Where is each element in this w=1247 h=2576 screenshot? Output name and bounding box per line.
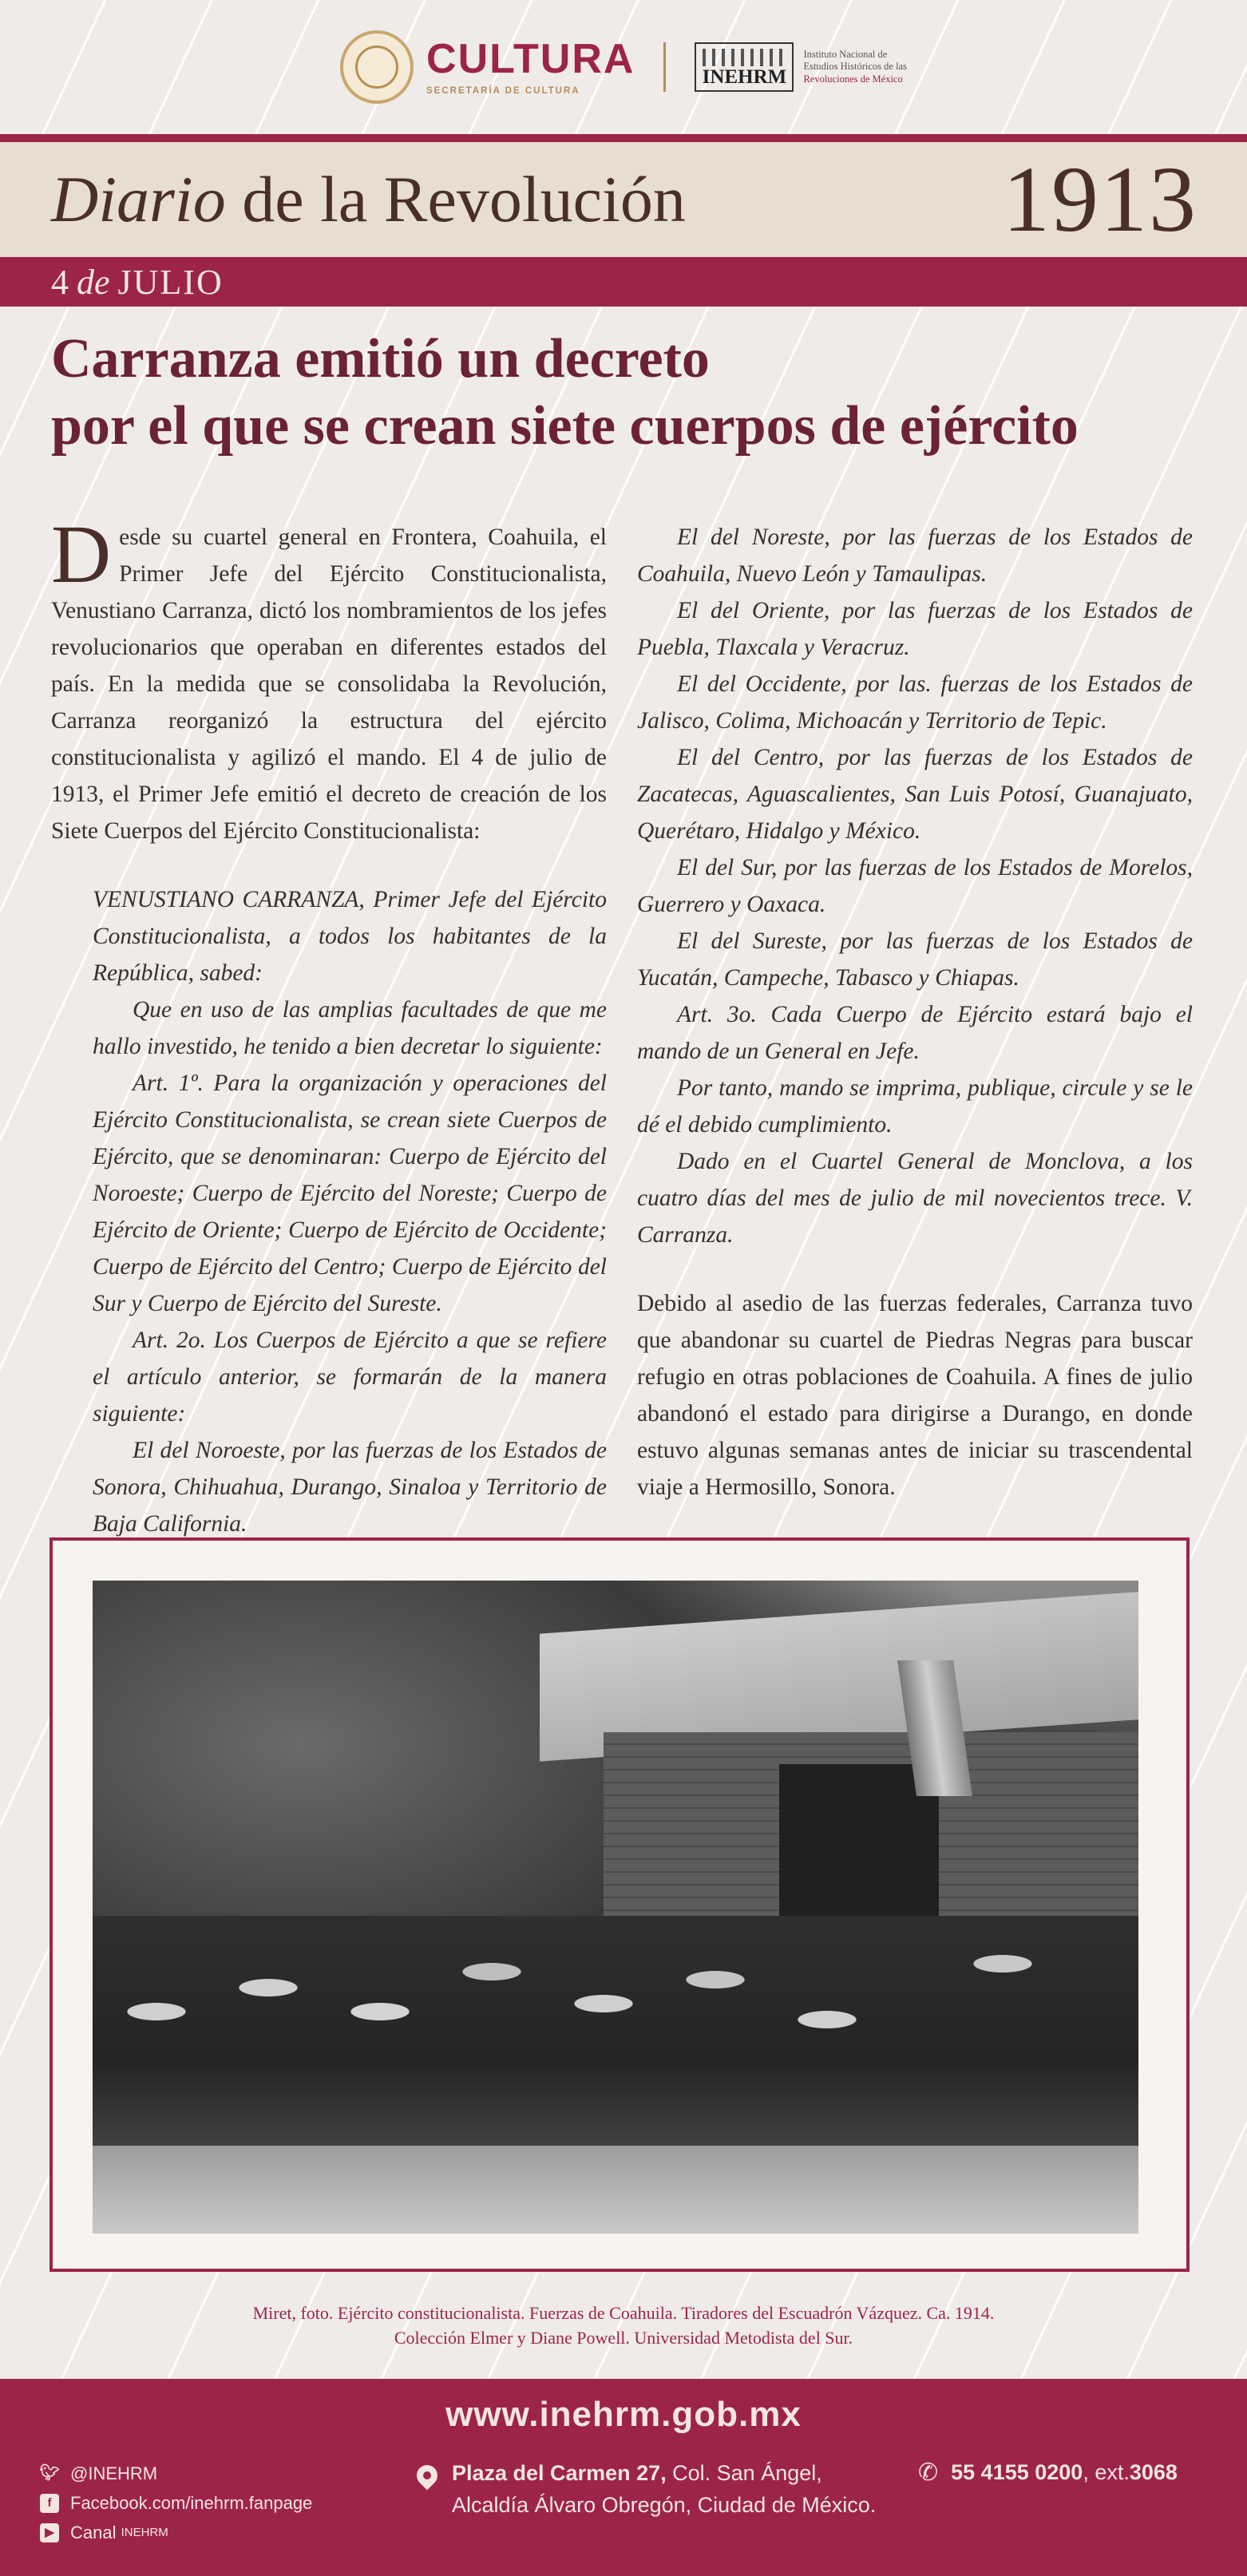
date-month: JULIO: [117, 262, 224, 302]
twitter-handle: @INEHRM: [70, 2463, 158, 2483]
photo-ground: [93, 2146, 1138, 2234]
inehrm-name: [803, 49, 907, 86]
title-italic: Diario: [51, 163, 226, 235]
inehrm-logo: [695, 42, 907, 92]
website-link[interactable]: www.inehrm.gob.mx: [445, 2395, 802, 2434]
intro-paragraph: [51, 508, 607, 849]
address: [417, 2457, 876, 2521]
closing-paragraph: Debido al asedio de las fuerzas federales, Carranza tuvo que abandonar su cuartel de Piedras Negras para buscar refugio en otras poblaciones de Coahuila. A fines de julio abandonó el estado para dirigirse a Durango, en donde estuvo algunas semanas antes de iniciar su trascendental viaje a Hermosillo, Sonora.: [637, 1291, 1193, 1500]
phone-extension: 3068: [1129, 2460, 1178, 2484]
inehrm-name-line: Revoluciones de México: [803, 73, 903, 85]
caption-line: Miret, foto. Ejército constitucionalista. Fuerzas de Coahuila. Tiradores del Escuadrón Vázquez. Ca. 1914.: [252, 2303, 995, 2323]
title-rest: de la Revolución: [225, 163, 686, 235]
publication-title: [51, 162, 686, 237]
date-de: de: [77, 262, 110, 302]
historical-photo: [93, 1581, 1138, 2234]
phone-ext-label: , ext.: [1083, 2460, 1130, 2484]
decree-left: [93, 881, 607, 1542]
year: 1913: [1003, 147, 1198, 251]
cultura-logo: [426, 38, 635, 96]
top-rule: [0, 134, 1247, 142]
cultura-wordmark: CULTURA: [426, 36, 635, 82]
title-band: [0, 142, 1247, 257]
location-pin-icon: [413, 2461, 442, 2491]
youtube-prefix: Canal: [70, 2523, 117, 2542]
column-left: [51, 508, 607, 1542]
headline-line: Carranza emitió un decreto: [51, 328, 710, 390]
photo-caption: [0, 2301, 1247, 2350]
decree-paragraph: El del Noroeste, por las fuerzas de los Estados de Sonora, Chihuahua, Durango, Sinaloa y Territorio de Baja California.: [93, 1438, 607, 1537]
photo-frame: [49, 1537, 1190, 2272]
footer: [0, 2379, 1247, 2576]
decree-paragraph: Por tanto, mando se imprima, publique, circule y se le dé el debido cumplimiento.: [637, 1075, 1193, 1138]
inehrm-name-line: Estudios Históricos de las: [803, 61, 907, 73]
column-right: [637, 519, 1193, 1506]
headline: [51, 326, 1201, 460]
header-logos: [0, 0, 1247, 134]
cultura-subtitle: SECRETARÍA DE CULTURA: [426, 86, 580, 96]
facebook-icon: f: [40, 2494, 59, 2513]
youtube-icon: ▶: [40, 2523, 59, 2542]
youtube-link[interactable]: [40, 2518, 312, 2547]
inehrm-name-line: Instituto Nacional de: [803, 48, 888, 60]
twitter-icon: 🐦︎: [39, 2464, 60, 2482]
date-day: 4: [51, 262, 69, 302]
date-band: [0, 257, 1247, 307]
caption-line: Colección Elmer y Diane Powell. Universidad Metodista del Sur.: [394, 2328, 853, 2348]
facebook-link[interactable]: [40, 2488, 312, 2518]
decree-paragraph: El del Oriente, por las fuerzas de los Estados de Puebla, Tlaxcala y Veracruz.: [637, 598, 1193, 660]
inehrm-building-icon: [695, 42, 794, 92]
phone-icon: ✆: [918, 2459, 939, 2486]
youtube-channel: INEHRM: [121, 2526, 168, 2539]
decree-paragraph: Dado en el Cuartel General de Monclova, a los cuatro días del mes de julio de mil novecientos trece. V. Carranza.: [637, 1149, 1193, 1248]
decree-paragraph: El del Centro, por las fuerzas de los Estados de Zacatecas, Aguascalientes, San Luis Potosí, Guanajuato, Querétaro, Hidalgo y México.: [637, 745, 1193, 844]
inehrm-wordmark: INEHRM: [702, 66, 787, 88]
intro-text: esde su cuartel general en Frontera, Coahuila, el Primer Jefe del Ejército Constitucionalista, Venustiano Carranza, dictó los nombramientos de los jefes revolucionarios que operaban en diferentes estados del país. En la medida que se consolidaba la Revolución, Carranza reorganizó la estructura del ejército constitucionalista y agilizó el mando. El 4 de julio de 1913, el Primer Jefe emitió el decreto de creación de los Siete Cuerpos del Ejército Constitucionalista:: [51, 524, 607, 844]
drop-cap: D: [51, 508, 112, 600]
headline-line: por el que se crean siete cuerpos de ejército: [51, 395, 1079, 457]
decree-right: [637, 519, 1193, 1253]
decree-paragraph: El del Sureste, por las fuerzas de los Estados de Yucatán, Campeche, Tabasco y Chiapas.: [637, 928, 1193, 991]
decree-paragraph: El del Occidente, por las. fuerzas de los Estados de Jalisco, Colima, Michoacán y Territorio de Tepic.: [637, 671, 1193, 734]
decree-paragraph: Art. 3o. Cada Cuerpo de Ejército estará bajo el mando de un General en Jefe.: [637, 1002, 1193, 1064]
decree-paragraph: El del Noreste, por las fuerzas de los Estados de Coahuila, Nuevo León y Tamaulipas.: [637, 524, 1193, 587]
facebook-url: Facebook.com/inehrm.fanpage: [70, 2493, 313, 2513]
address-street: Plaza del Carmen 27,: [452, 2461, 667, 2485]
decree-paragraph: Art. 2o. Los Cuerpos de Ejército a que se refiere el artículo anterior, se formarán de la manera siguiente:: [93, 1328, 607, 1426]
government-seal-icon: [340, 30, 414, 104]
phone-number: 55 4155 0200: [951, 2460, 1083, 2484]
social-links: [40, 2459, 312, 2547]
decree-paragraph: Que en uso de las amplias facultades de que me hallo investido, he tenido a bien decretar lo siguiente:: [93, 997, 607, 1059]
twitter-link[interactable]: [40, 2459, 312, 2488]
address-city: Alcaldía Álvaro Obregón, Ciudad de México.: [452, 2493, 877, 2517]
photo-soldiers: [93, 1916, 1138, 2155]
decree-paragraph: Art. 1º. Para la organización y operaciones del Ejército Constitucionalista, se crean siete Cuerpos de Ejército, que se denominaran: Cuerpo de Ejército del Noroeste; Cuerpo de Ejército del Noreste; Cuerpo de Ejército de Oriente; Cuerpo de Ejército de Occidente; Cuerpo de Ejército del Centro; Cuerpo de Ejército del Sur y Cuerpo de Ejército del Sureste.: [93, 1070, 607, 1316]
decree-paragraph: VENUSTIANO CARRANZA, Primer Jefe del Ejército Constitucionalista, a todos los habitantes de la República, sabed:: [93, 887, 607, 986]
logo-divider: [663, 42, 666, 92]
phone[interactable]: [918, 2459, 1178, 2487]
decree-paragraph: El del Sur, por las fuerzas de los Estados de Morelos, Guerrero y Oaxaca.: [637, 855, 1193, 917]
address-colonia: Col. San Ángel,: [666, 2461, 822, 2485]
